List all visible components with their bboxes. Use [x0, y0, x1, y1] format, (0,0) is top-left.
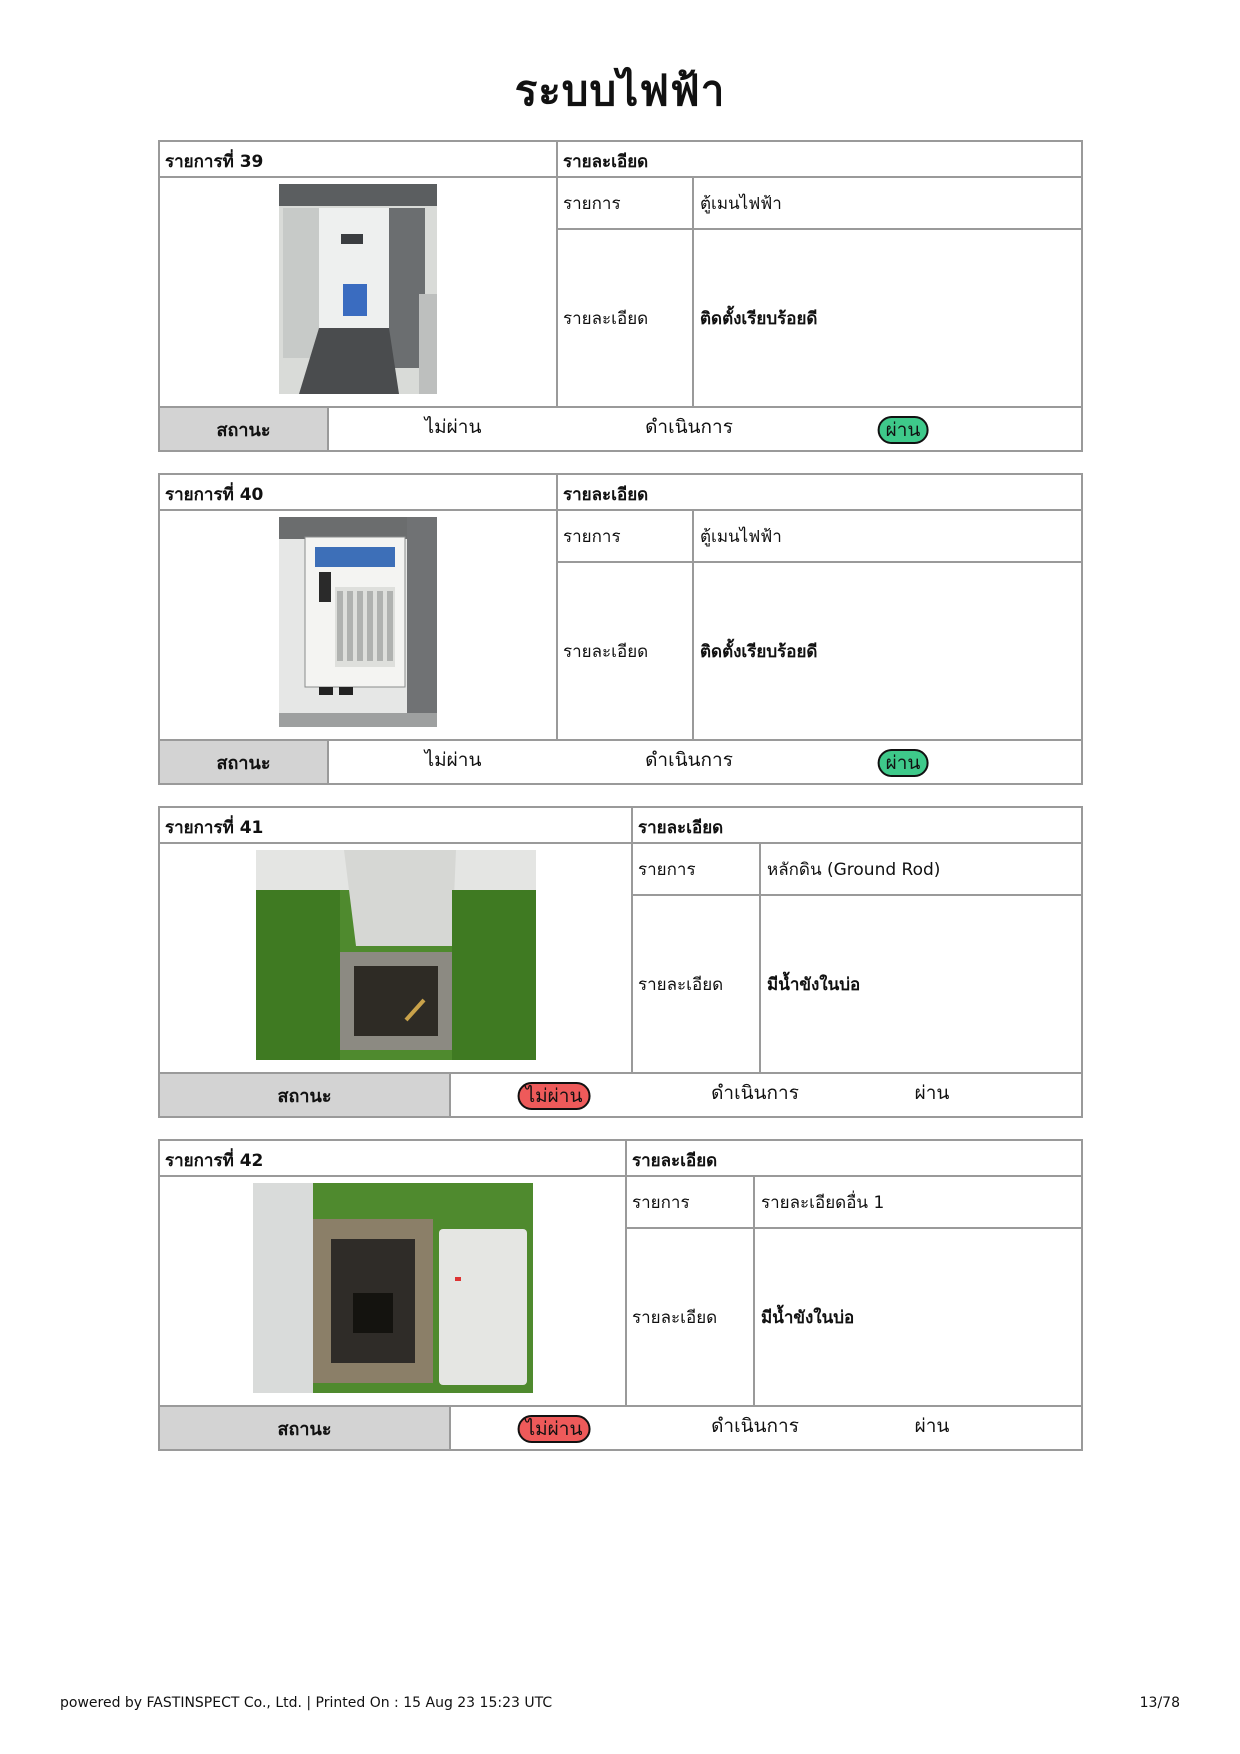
status-option-in-progress[interactable]: ดำเนินการ — [711, 1082, 799, 1104]
detail-value: มีน้ำขังในบ่อ — [761, 1307, 855, 1328]
main-electrical-cabinet-open-photo[interactable] — [279, 517, 437, 727]
status-option-fail[interactable]: ไม่ผ่าน — [424, 416, 482, 438]
item-label: รายการ — [558, 178, 694, 228]
details-header: รายละเอียด — [563, 152, 649, 172]
inspection-item-39 — [158, 140, 1083, 452]
status-option-fail[interactable]: ไม่ผ่าน — [424, 749, 482, 771]
status-option-fail-selected[interactable]: ไม่ผ่าน — [518, 1082, 591, 1110]
detail-value: ติดตั้งเรียบร้อยดี — [700, 641, 818, 662]
status-option-fail-selected[interactable]: ไม่ผ่าน — [518, 1415, 591, 1443]
ground-rod-pit-photo[interactable] — [256, 850, 536, 1060]
status-option-pass[interactable]: ผ่าน — [914, 1415, 950, 1437]
detail-value: ติดตั้งเรียบร้อยดี — [700, 308, 818, 329]
item-label: รายการ — [627, 1177, 755, 1227]
status-label: สถานะ — [160, 1407, 451, 1449]
item-value: ตู้เมนไฟฟ้า — [700, 526, 782, 547]
detail-label: รายละเอียด — [558, 230, 694, 406]
inspection-item-41 — [158, 806, 1083, 1118]
status-option-pass[interactable]: ผ่าน — [914, 1082, 950, 1104]
item-header: รายการที่ 39 — [160, 142, 558, 176]
item-header: รายการที่ 41 — [160, 808, 633, 842]
page-title: ระบบไฟฟ้า — [514, 66, 726, 115]
footer-credit: powered by FASTINSPECT Co., Ltd. | Printed On : 15 Aug 23 15:23 UTC — [60, 1695, 553, 1711]
status-option-pass-selected[interactable]: ผ่าน — [878, 749, 929, 777]
item-value: รายละเอียดอื่น 1 — [761, 1192, 885, 1213]
status-label: สถานะ — [160, 408, 329, 450]
status-option-in-progress[interactable]: ดำเนินการ — [645, 749, 733, 771]
detail-label: รายละเอียด — [633, 896, 761, 1072]
status-label: สถานะ — [160, 1074, 451, 1116]
item-value: หลักดิน (Ground Rod) — [767, 859, 941, 880]
item-header: รายการที่ 42 — [160, 1141, 627, 1175]
main-electrical-cabinet-closed-photo[interactable] — [279, 184, 437, 394]
details-header: รายละเอียด — [632, 1151, 718, 1171]
inspection-item-40 — [158, 473, 1083, 785]
detail-value: มีน้ำขังในบ่อ — [767, 974, 861, 995]
status-option-in-progress[interactable]: ดำเนินการ — [645, 416, 733, 438]
item-header: รายการที่ 40 — [160, 475, 558, 509]
detail-label: รายละเอียด — [627, 1229, 755, 1405]
status-option-in-progress[interactable]: ดำเนินการ — [711, 1415, 799, 1437]
ground-pit-open-photo[interactable] — [253, 1183, 533, 1393]
item-label: รายการ — [558, 511, 694, 561]
item-value: ตู้เมนไฟฟ้า — [700, 193, 782, 214]
inspection-item-42 — [158, 1139, 1083, 1451]
detail-label: รายละเอียด — [558, 563, 694, 739]
status-option-pass-selected[interactable]: ผ่าน — [878, 416, 929, 444]
status-label: สถานะ — [160, 741, 329, 783]
page-number: 13/78 — [1139, 1695, 1180, 1711]
details-header: รายละเอียด — [563, 485, 649, 505]
details-header: รายละเอียด — [638, 818, 724, 838]
item-label: รายการ — [633, 844, 761, 894]
